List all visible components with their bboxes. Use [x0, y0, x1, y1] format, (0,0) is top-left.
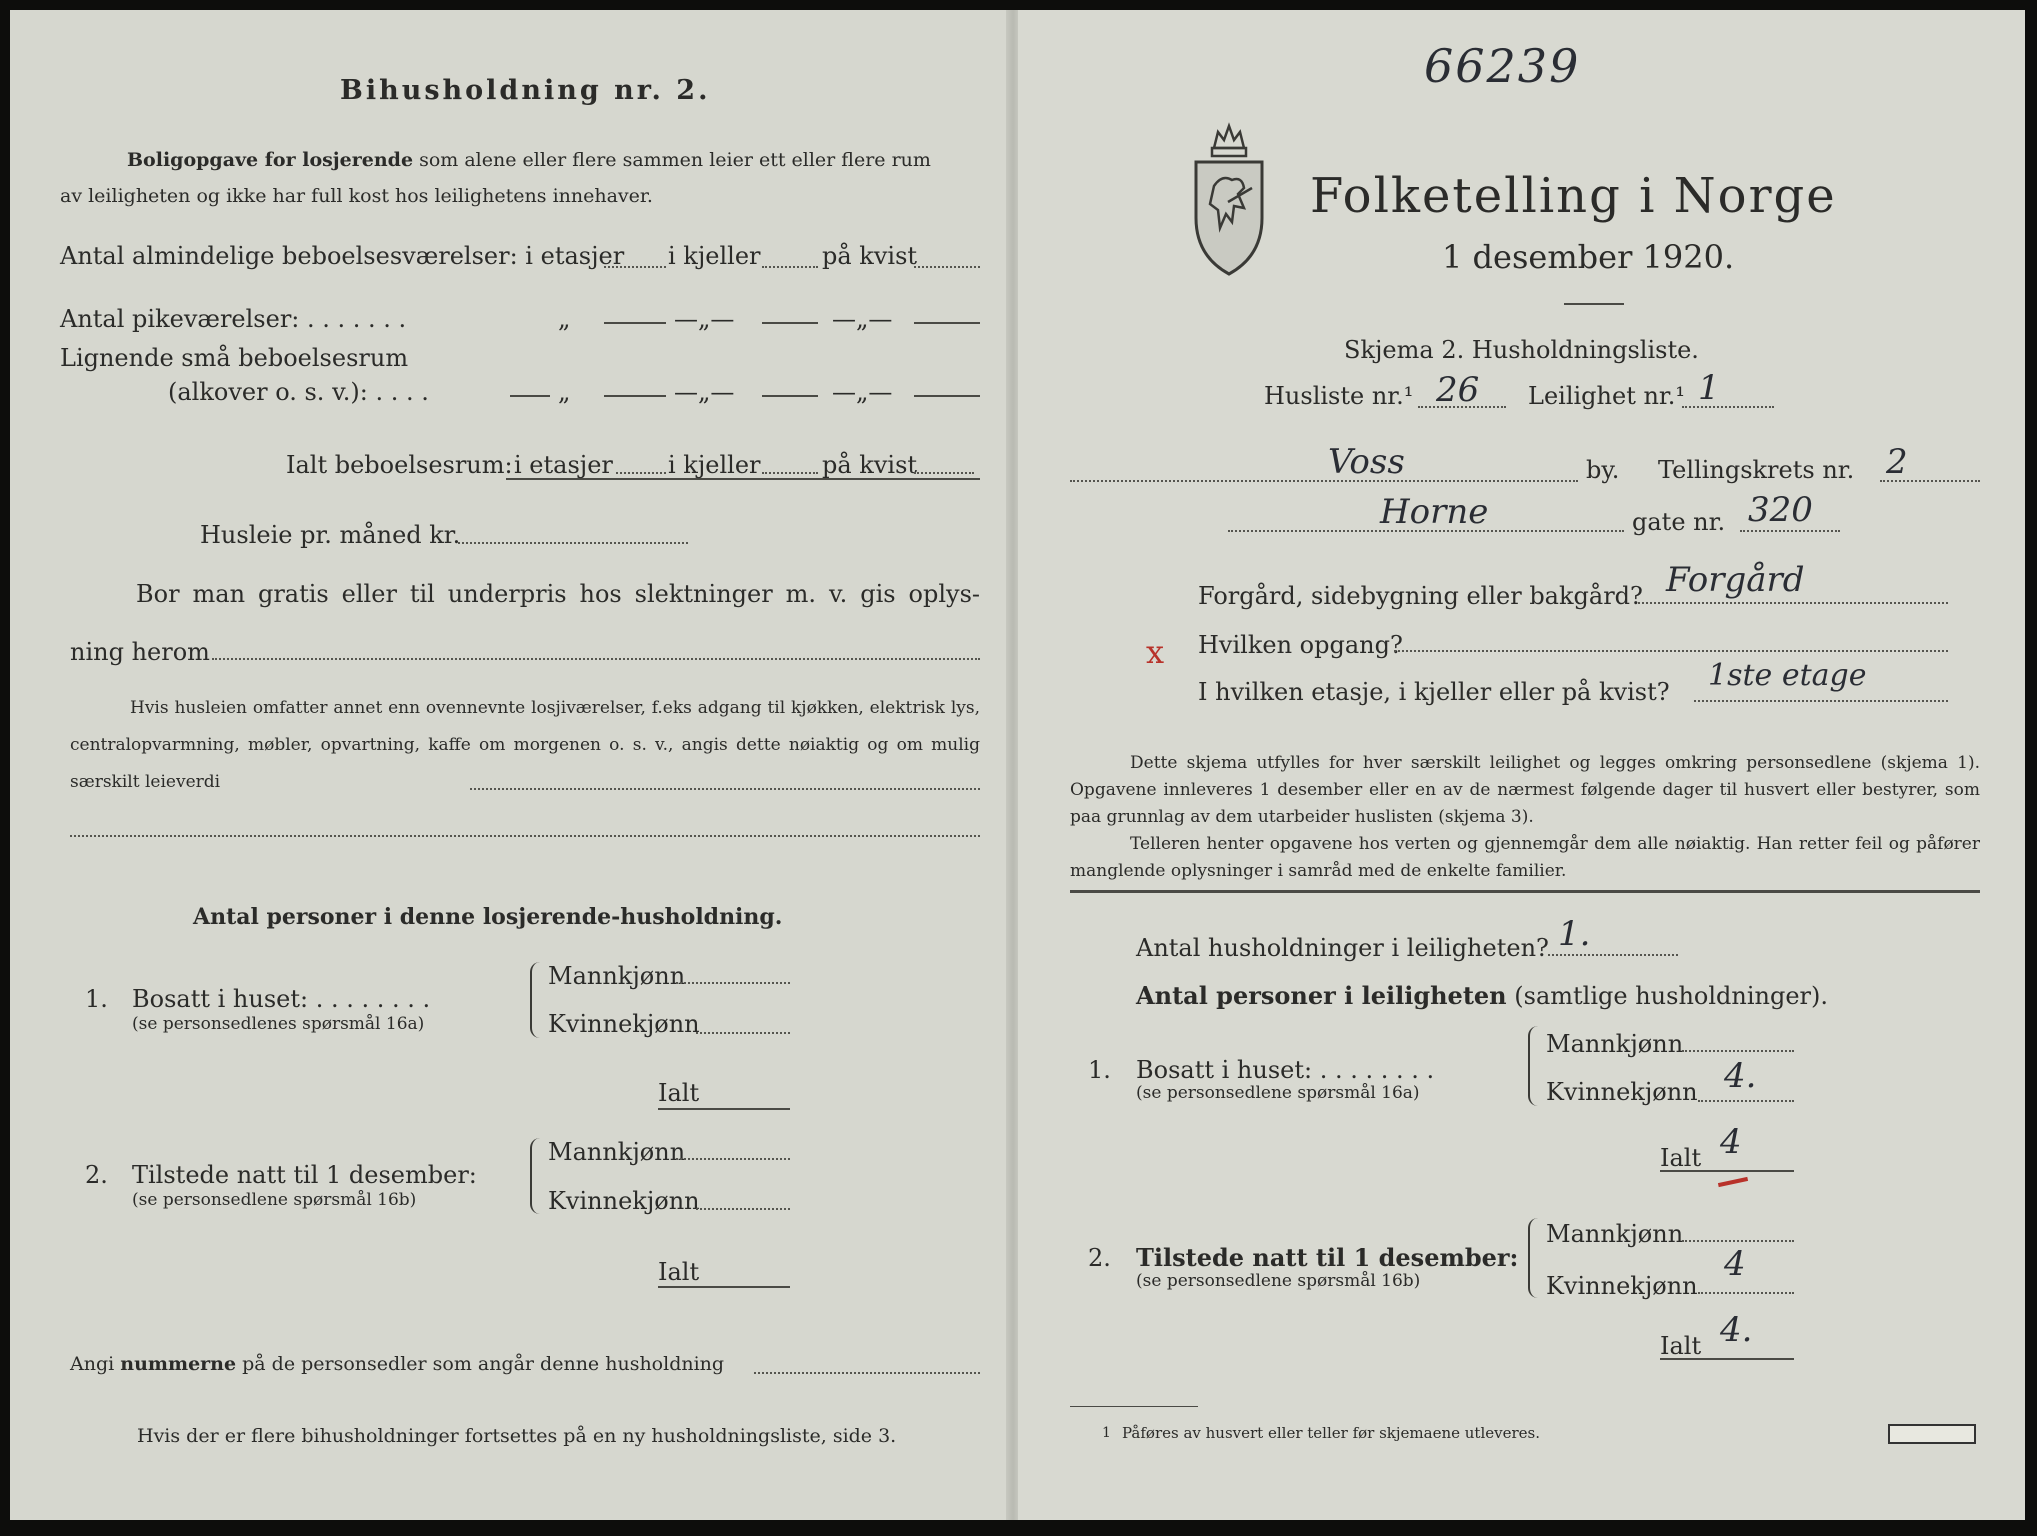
right-q2-brace [1528, 1218, 1540, 1298]
total-floors-label: i etasjer [514, 451, 613, 479]
right-q2-number: 2. [1088, 1244, 1111, 1272]
left-q1-sub: (se personsedlenes spørsmål 16a) [132, 1014, 425, 1034]
right-q1-total-field[interactable] [1660, 1170, 1794, 1172]
left-q2-number: 2. [85, 1161, 108, 1189]
right-q1-female-value: 4. [1724, 1056, 1757, 1096]
right-q2-total-value: 4. [1720, 1310, 1753, 1350]
right-q2-female-value: 4 [1724, 1244, 1746, 1284]
alcoves-cellar-field[interactable] [762, 395, 818, 397]
left-q1-female-label: Kvinnekjønn [548, 1010, 700, 1038]
town-label: by. [1586, 456, 1620, 484]
alcoves-label: (alkover o. s. v.): . . . . [168, 378, 429, 406]
alcoves-line-start [510, 395, 550, 397]
left-q2-total-label: Ialt [658, 1258, 700, 1286]
census-form-sheet [10, 10, 2025, 1520]
households-field[interactable] [1548, 954, 1678, 956]
left-q2-male-label: Mannkjønn [548, 1138, 686, 1166]
right-q1-female-label: Kvinnekjønn [1546, 1078, 1698, 1106]
norway-coat-of-arms-icon [1188, 118, 1270, 280]
rooms-cellar-field[interactable] [762, 266, 818, 268]
left-q1-brace [530, 962, 542, 1038]
left-title: Bihusholdning nr. 2. [340, 75, 711, 106]
houselist-label: Husliste nr.¹ [1264, 382, 1414, 410]
numbers-field[interactable] [754, 1372, 980, 1374]
persons-heading [1136, 982, 1828, 1010]
right-q2-male-field[interactable] [1682, 1240, 1794, 1242]
alcoves-attic-field[interactable] [914, 395, 980, 397]
left-persons-heading: Antal personer i denne losjerende-husholdning. [193, 904, 783, 930]
right-q2-label: Tilstede natt til 1 desember: [1136, 1243, 1519, 1272]
apartment-field[interactable] [1682, 406, 1774, 408]
total-attic-field[interactable] [914, 472, 974, 474]
rent-value-field[interactable] [470, 788, 980, 790]
left-q2-brace [530, 1138, 542, 1214]
footnote-rule [1070, 1406, 1198, 1407]
schema-title: Skjema 2. Husholdningsliste. [1344, 336, 1699, 364]
households-label: Antal husholdninger i leiligheten? [1136, 934, 1549, 962]
right-q2-sub: (se personsedlene spørsmål 16b) [1136, 1271, 1421, 1291]
alcoves-floors-field[interactable] [604, 395, 666, 397]
apartment-value: 1 [1698, 368, 1720, 408]
total-floors-field[interactable] [616, 472, 666, 474]
district-label: Tellingskrets nr. [1658, 456, 1855, 484]
town-field[interactable] [1070, 480, 1578, 482]
right-q1-total-label: Ialt [1660, 1144, 1702, 1172]
floor-field[interactable] [1694, 700, 1948, 702]
persons-heading-bold: Antal personer i leiligheten [1136, 981, 1507, 1010]
left-q1-male-label: Mannkjønn [548, 962, 686, 990]
rent-includes-paragraph: Hvis husleien omfatter annet enn ovennevnte losjiværelser, f.eks adgang til kjøkken, elektrisk lys, centralopvarmning, møbler, opvartning, kaffe om morgenen o. s. v., angis dette nøiaktig og om mulig særskilt leieverdi [70, 698, 980, 792]
houselist-value: 26 [1436, 370, 1480, 410]
street-label: gate nr. [1632, 508, 1726, 536]
red-check-mark [1718, 1177, 1748, 1187]
yard-field[interactable] [1638, 602, 1948, 604]
archive-number: 66239 [1424, 39, 1581, 93]
left-q1-total-field[interactable] [658, 1108, 790, 1110]
households-value: 1. [1558, 914, 1591, 954]
rooms-attic-label: på kvist [822, 242, 918, 270]
instructions-1: Dette skjema utfylles for hver særskilt leilighet og legges omkring personsedlene (skjema 1). Opgavene innleveres 1 desember eller en av de nærmest følgende dager til husvert eller bestyrer, som paa grunnlag av dem utarbeider huslisten (skjema 3). [1070, 753, 1980, 827]
right-page [1018, 10, 2025, 1520]
rent-value-field-2[interactable] [70, 835, 980, 837]
left-q2-female-label: Kvinnekjønn [548, 1187, 700, 1215]
right-q1-male-field[interactable] [1682, 1050, 1794, 1052]
instructions-2: Telleren henter opgavene hos verten og gjennemgår dem alle nøiaktig. Han retter feil og påfører manglende oplysninger i samråd med de enkelte familier. [1070, 834, 1980, 881]
numbers-prefix: Angi [70, 1353, 115, 1375]
left-q1-number: 1. [85, 985, 108, 1013]
maid-rooms-cellar-field[interactable] [762, 322, 818, 324]
right-q1-total-value: 4 [1720, 1122, 1742, 1162]
alcove-ditto-2: —„— [674, 378, 735, 406]
continue-note: Hvis der er flere bihusholdninger fortsettes på en ny husholdningsliste, side 3. [137, 1425, 897, 1447]
street-number-field[interactable] [1740, 530, 1840, 532]
relatives-field[interactable] [212, 658, 980, 660]
right-q1-brace [1528, 1026, 1540, 1106]
left-q2-male-field[interactable] [676, 1158, 790, 1160]
numbers-rest: på de personsedler som angår denne husholdning [242, 1353, 725, 1375]
printer-stamp [1888, 1424, 1976, 1444]
right-title: Folketelling i Norge [1310, 168, 1837, 224]
total-cellar-field[interactable] [762, 472, 818, 474]
small-rooms-label: Lignende små beboelsesrum [60, 344, 409, 372]
maid-ditto-2: —„— [674, 305, 735, 333]
footnote-text: Påføres av husvert eller teller før skjemaene utleveres. [1122, 1424, 1540, 1442]
red-x-mark: x [1146, 633, 1165, 671]
intro-bold: Boligopgave for losjerende [127, 149, 414, 171]
right-q1-number: 1. [1088, 1056, 1111, 1084]
right-q2-male-label: Mannkjønn [1546, 1220, 1684, 1248]
street-number-value: 320 [1748, 490, 1813, 530]
total-attic-label: på kvist [822, 451, 918, 479]
relatives-line-1: Bor man gratis eller til underpris hos slektninger m. v. gis oplys- [136, 580, 980, 608]
left-q1-total-label: Ialt [658, 1079, 700, 1107]
rooms-cellar-label: i kjeller [668, 242, 761, 270]
left-page [10, 10, 1010, 1520]
left-q2-female-field[interactable] [696, 1208, 790, 1210]
right-q1-male-label: Mannkjønn [1546, 1030, 1684, 1058]
town-value: Voss [1328, 442, 1405, 482]
numbers-line [70, 1352, 724, 1376]
right-q2-total-field[interactable] [1660, 1358, 1794, 1360]
census-date: 1 desember 1920. [1442, 238, 1735, 276]
right-q1-sub: (se personsedlene spørsmål 16a) [1136, 1083, 1420, 1103]
maid-rooms-attic-field[interactable] [914, 322, 980, 324]
right-q1-female-field[interactable] [1698, 1100, 1794, 1102]
left-q2-label: Tilstede natt til 1 desember: [132, 1161, 477, 1189]
intro-rest: som alene eller flere sammen leier ett eller flere rum [419, 149, 931, 171]
rent-field[interactable] [458, 542, 688, 544]
left-q2-total-field[interactable] [658, 1286, 790, 1288]
maid-rooms-label: Antal pikeværelser: . . . . . . . [60, 305, 407, 333]
rooms-attic-field[interactable] [914, 266, 980, 268]
left-q2-sub: (se personsedlene spørsmål 16b) [132, 1190, 417, 1210]
maid-ditto-3: —„— [832, 305, 893, 333]
relatives-line-2: ning herom [70, 638, 210, 666]
district-value: 2 [1886, 442, 1908, 482]
maid-ditto-1: „ [558, 305, 571, 333]
floor-value: 1ste etage [1708, 658, 1867, 693]
footnote-mark: 1 [1102, 1425, 1111, 1441]
right-q2-female-field[interactable] [1698, 1292, 1794, 1294]
numbers-bold: nummerne [120, 1353, 237, 1375]
right-q2-female-label: Kvinnekjønn [1546, 1272, 1698, 1300]
total-cellar-label: i kjeller [668, 451, 761, 479]
left-q1-female-field[interactable] [696, 1032, 790, 1034]
entrance-field[interactable] [1394, 650, 1948, 652]
intro-line-1 [127, 148, 931, 172]
right-q2-total-label: Ialt [1660, 1332, 1702, 1360]
section-rule [1070, 890, 1980, 893]
entrance-label: Hvilken opgang? [1198, 631, 1403, 659]
left-q1-label: Bosatt i huset: . . . . . . . . [132, 985, 431, 1013]
persons-heading-rest: (samtlige husholdninger). [1514, 982, 1829, 1010]
alcove-ditto-3: —„— [832, 378, 893, 406]
rooms-floors-field[interactable] [604, 266, 666, 268]
apartment-label: Leilighet nr.¹ [1528, 382, 1686, 410]
street-value: Horne [1380, 492, 1489, 532]
title-rule [1564, 303, 1624, 305]
left-q1-male-field[interactable] [676, 982, 790, 984]
total-rooms-label: Ialt beboelsesrum: [286, 451, 513, 479]
right-q1-label: Bosatt i huset: . . . . . . . . [1136, 1056, 1435, 1084]
floor-label: I hvilken etasje, i kjeller eller på kvist? [1198, 678, 1670, 706]
intro-line-2: av leiligheten og ikke har full kost hos leilighetens innehaver. [60, 185, 653, 207]
yard-label: Forgård, sidebygning eller bakgård? [1198, 582, 1643, 610]
yard-value: Forgård [1666, 560, 1805, 600]
maid-rooms-floors-field[interactable] [604, 322, 666, 324]
alcove-ditto-1: „ [558, 378, 571, 406]
rooms-label: Antal almindelige beboelsesværelser: i etasjer [60, 242, 625, 270]
rent-label: Husleie pr. måned kr. [200, 521, 461, 549]
